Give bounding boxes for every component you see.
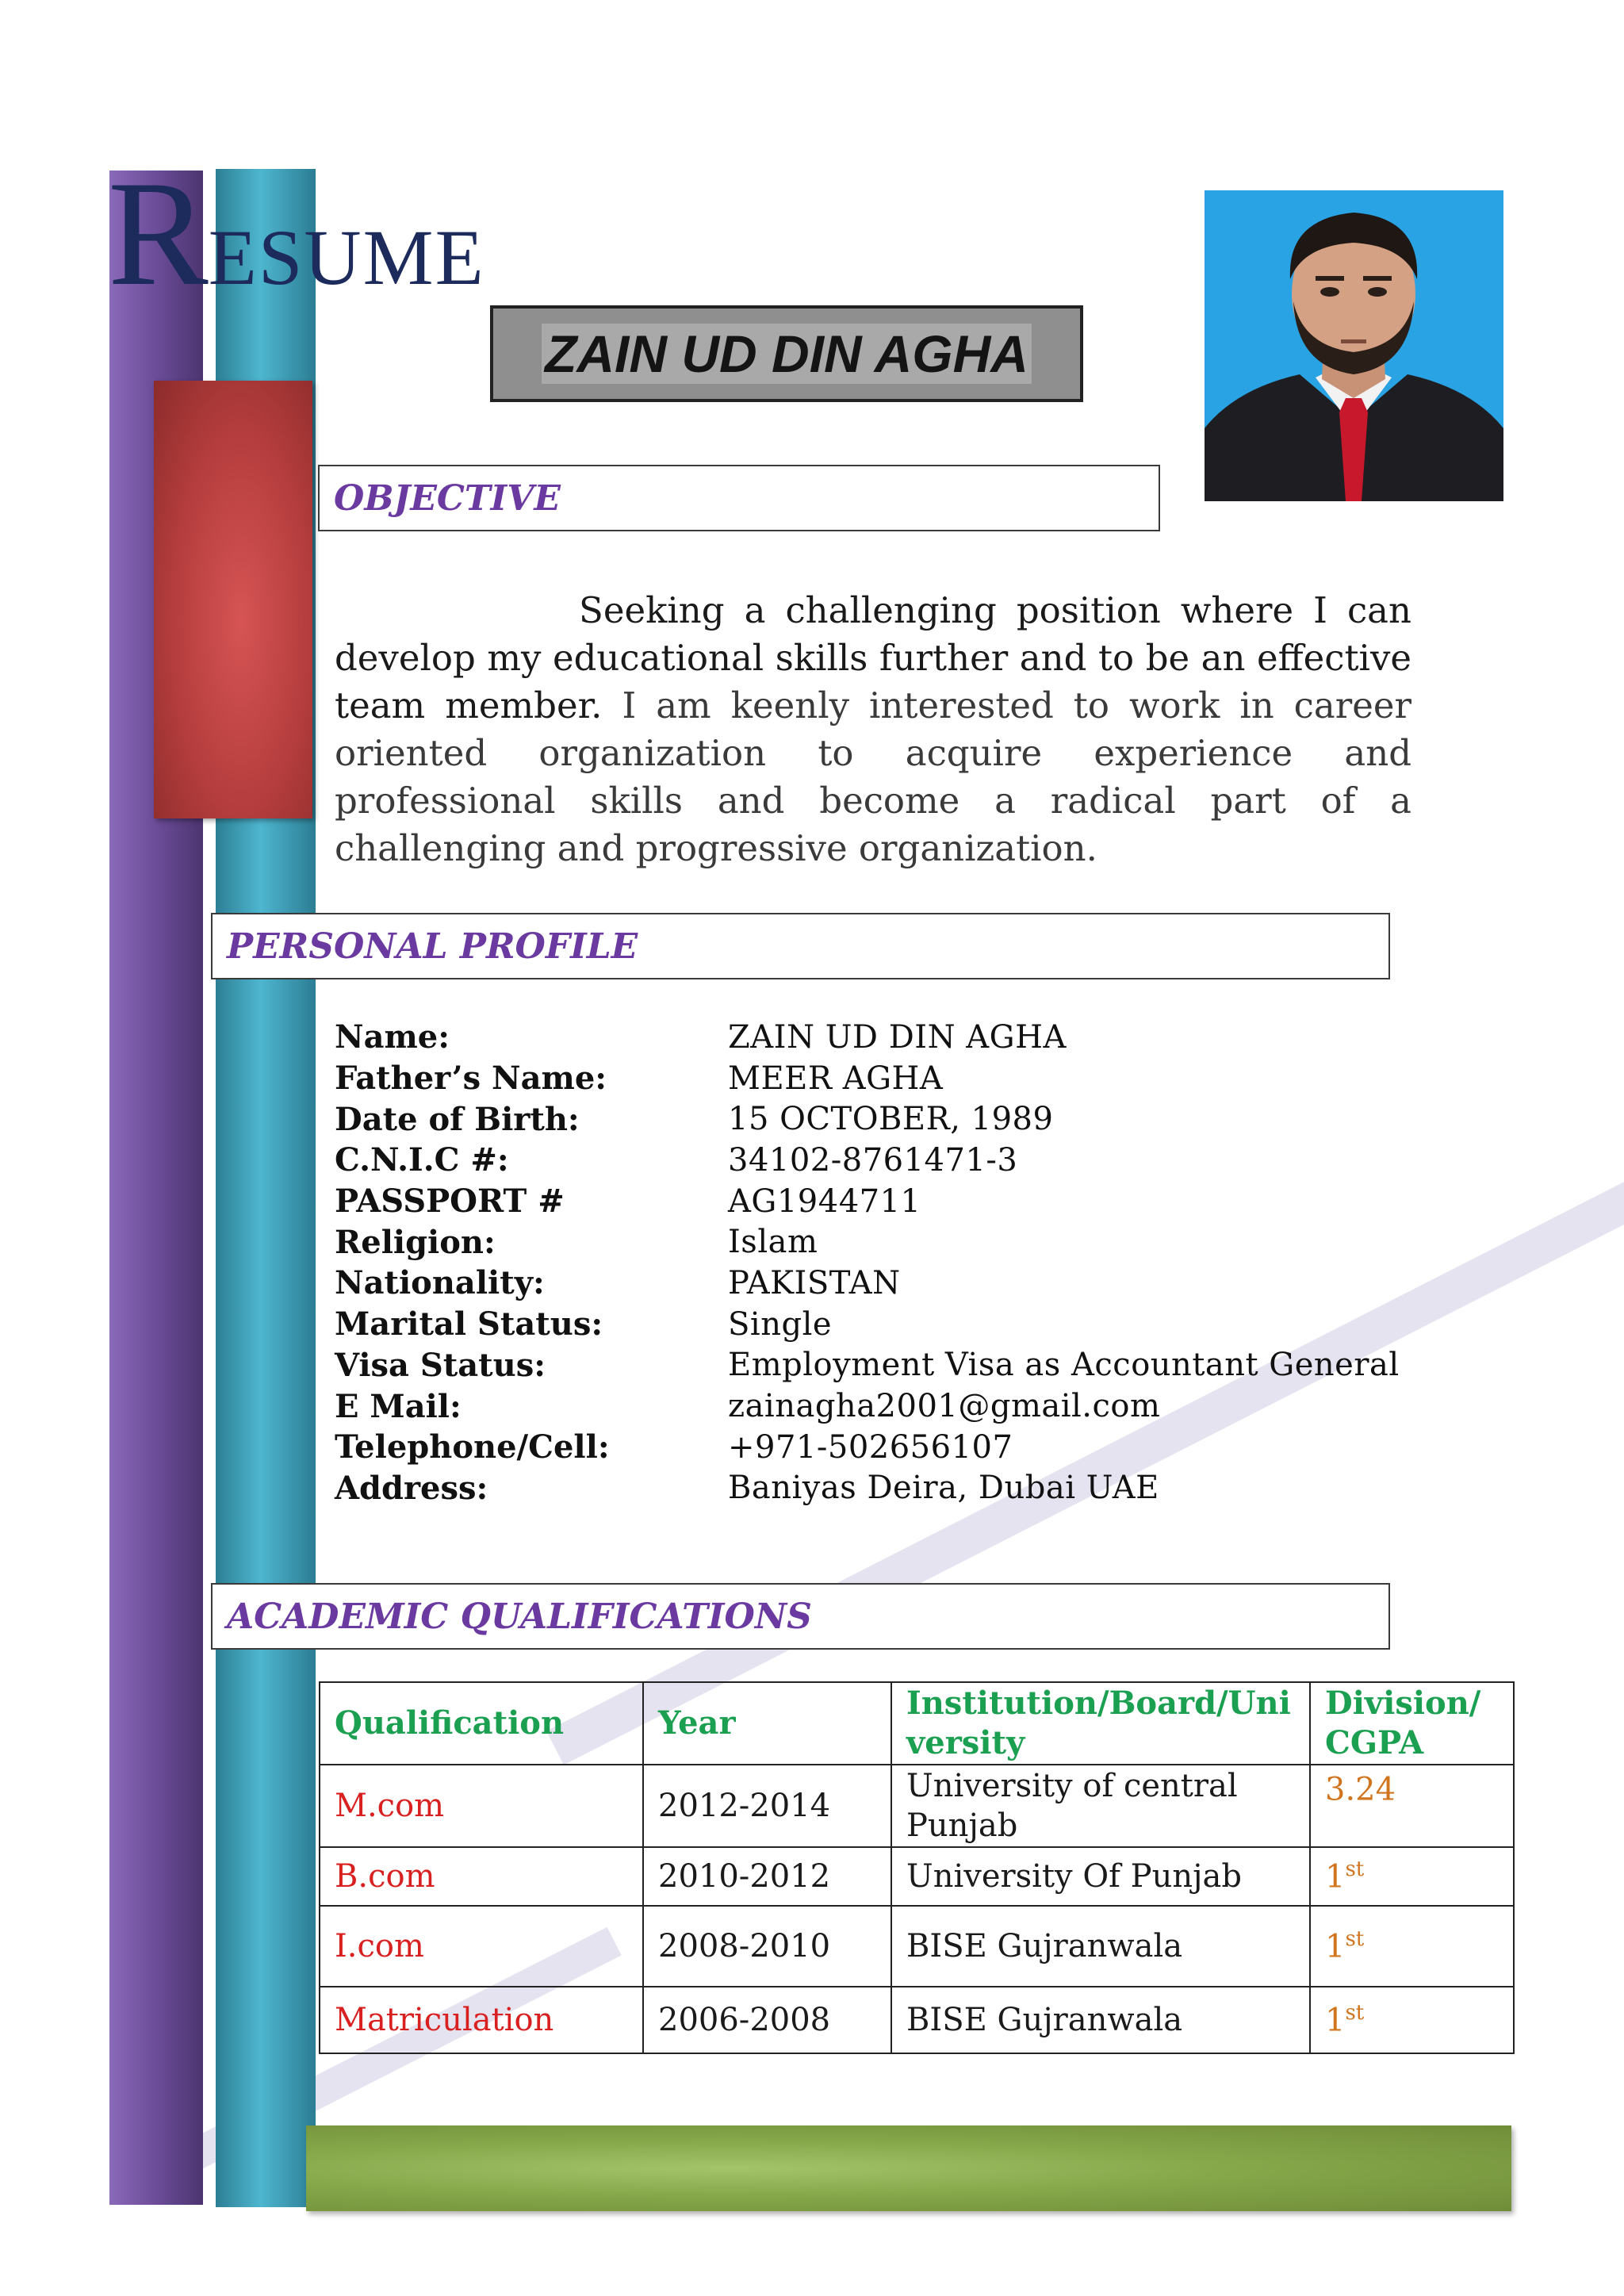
profile-row-name — [335, 1017, 1445, 1058]
objective-heading-box — [318, 465, 1160, 531]
division-cell — [1310, 1847, 1514, 1906]
name-banner — [490, 305, 1083, 402]
profile-value: AG1944711 — [728, 1182, 921, 1220]
academic-heading: ACADEMIC QUALIFICATIONS — [227, 1596, 812, 1637]
profile-label: Father’s Name: — [335, 1060, 607, 1098]
decorative-red-block — [154, 381, 312, 818]
division-cell — [1310, 1765, 1514, 1847]
academic-table-header-row — [320, 1682, 1514, 1765]
profile-value: Employment Visa as Accountant General — [728, 1347, 1400, 1384]
profile-value: Baniyas Deira, Dubai UAE — [728, 1470, 1159, 1507]
profile-row-address — [335, 1468, 1445, 1509]
profile-row-marital-status — [335, 1304, 1445, 1345]
profile-label: Date of Birth: — [335, 1100, 580, 1138]
profile-label: PASSPORT # — [335, 1182, 565, 1221]
resume-title-initial: R — [108, 151, 209, 317]
table-row — [320, 1765, 1514, 1847]
division-cell — [1310, 1906, 1514, 1987]
division-cell — [1310, 1987, 1514, 2053]
personal-profile-heading-box — [211, 913, 1390, 979]
profile-row-email — [335, 1386, 1445, 1427]
year-cell: 2008-2010 — [643, 1906, 891, 1987]
qualification-cell: M.com — [320, 1765, 643, 1847]
objective-rest: I am keenly interested to work in career oriented organization to acquire experience and professional skills and become a radical part of a challenging and progressive organization. — [335, 684, 1411, 869]
institution-cell: BISE Gujranwala — [891, 1987, 1310, 2053]
profile-value: 15 OCTOBER, 1989 — [728, 1101, 1054, 1138]
resume-title-rest: ESUME — [208, 213, 485, 301]
portrait-illustration — [1205, 190, 1503, 501]
profile-value: ZAIN UD DIN AGHA — [728, 1018, 1067, 1056]
profile-row-visa-status — [335, 1345, 1445, 1386]
profile-label: Nationality: — [335, 1264, 545, 1302]
header-division: Division/CGPA — [1310, 1682, 1514, 1765]
year-cell: 2012-2014 — [643, 1765, 891, 1847]
header-year: Year — [643, 1682, 891, 1765]
profile-value: PAKISTAN — [728, 1264, 901, 1301]
objective-lead: Seeking a challenging position where I can develop my educational skills further and to be an effective team member. — [335, 589, 1411, 726]
academic-table — [319, 1681, 1515, 2054]
profile-value: MEER AGHA — [728, 1060, 944, 1097]
resume-title — [108, 151, 485, 317]
header-institution: Institution/Board/University — [891, 1682, 1310, 1765]
table-row — [320, 1847, 1514, 1906]
year-cell: 2006-2008 — [643, 1987, 891, 2053]
academic-heading-box — [211, 1583, 1390, 1650]
profile-label: Name: — [335, 1018, 450, 1056]
division-superscript: st — [1345, 1857, 1365, 1882]
qualification-cell: Matriculation — [320, 1987, 643, 2053]
qualification-cell: B.com — [320, 1847, 643, 1906]
profile-label: Telephone/Cell: — [335, 1428, 610, 1466]
profile-value: Single — [728, 1305, 833, 1343]
profile-value: 34102-8761471-3 — [728, 1141, 1018, 1179]
profile-photo — [1205, 190, 1503, 501]
qualification-cell: I.com — [320, 1906, 643, 1987]
division-superscript: st — [1345, 2001, 1365, 2026]
table-row — [320, 1906, 1514, 1987]
objective-heading: OBJECTIVE — [334, 477, 561, 519]
decorative-green-bar — [306, 2125, 1511, 2211]
profile-row-nationality — [335, 1263, 1445, 1304]
profile-row-telephone — [335, 1427, 1445, 1468]
institution-cell: BISE Gujranwala — [891, 1906, 1310, 1987]
profile-value: Islam — [728, 1224, 818, 1261]
profile-row-cnic — [335, 1140, 1445, 1181]
personal-profile-heading: PERSONAL PROFILE — [227, 926, 638, 967]
division-superscript: st — [1345, 1927, 1365, 1952]
table-row — [320, 1987, 1514, 2053]
profile-label: C.N.I.C #: — [335, 1141, 509, 1179]
division-value: 1 — [1325, 1928, 1346, 1965]
name-banner-text: ZAIN UD DIN AGHA — [542, 324, 1032, 384]
profile-value: +971-502656107 — [728, 1428, 1013, 1466]
profile-label: Address: — [335, 1469, 488, 1507]
profile-value: zainagha2001@gmail.com — [728, 1388, 1161, 1425]
division-value: 1 — [1325, 2002, 1346, 2039]
profile-row-passport — [335, 1181, 1445, 1222]
institution-cell: University of central Punjab — [891, 1765, 1310, 1847]
profile-label: Visa Status: — [335, 1346, 546, 1384]
objective-paragraph — [335, 587, 1411, 872]
header-qualification: Qualification — [320, 1682, 643, 1765]
profile-label: Religion: — [335, 1223, 496, 1261]
profile-row-father-name — [335, 1058, 1445, 1099]
division-value: 3.24 — [1325, 1771, 1396, 1808]
profile-label: E Mail: — [335, 1387, 462, 1425]
division-value: 1 — [1325, 1858, 1346, 1895]
profile-label: Marital Status: — [335, 1305, 603, 1343]
profile-row-religion — [335, 1221, 1445, 1263]
institution-cell: University Of Punjab — [891, 1847, 1310, 1906]
personal-profile-list — [335, 1017, 1445, 1508]
year-cell: 2010-2012 — [643, 1847, 891, 1906]
profile-row-date-of-birth — [335, 1098, 1445, 1140]
